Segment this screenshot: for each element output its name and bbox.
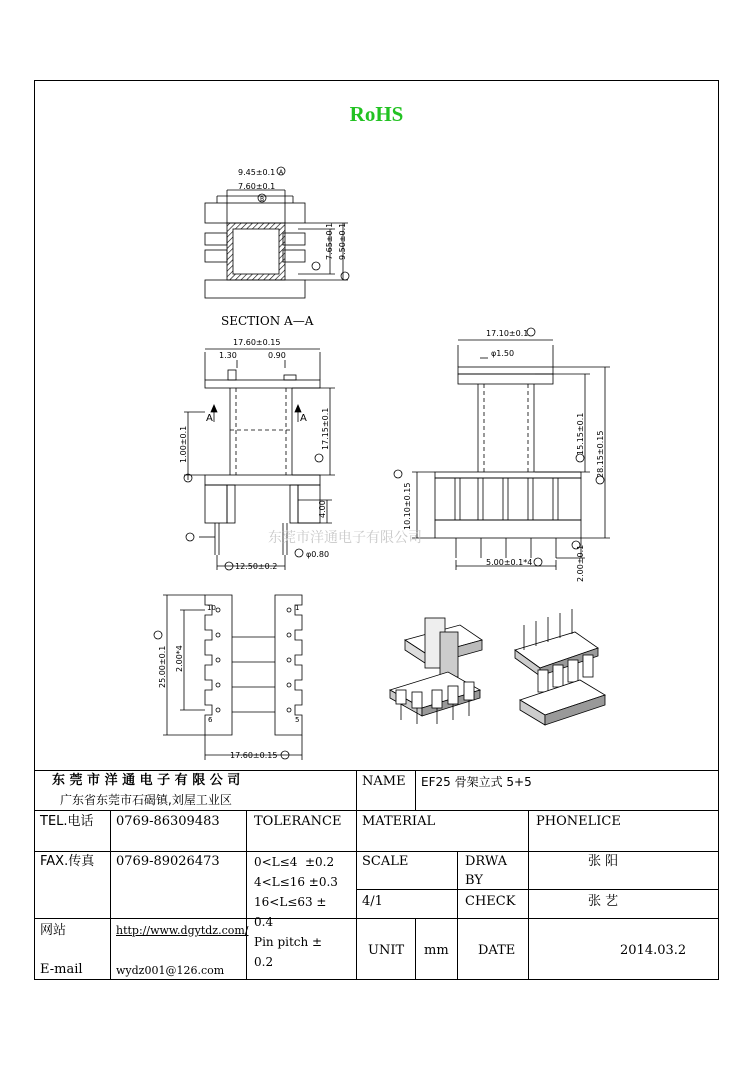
- pin-5: 5: [295, 716, 300, 724]
- unit-value: mm: [424, 943, 449, 958]
- scale-label: SCALE: [362, 854, 409, 869]
- drawn-by-value: 张 阳: [588, 854, 619, 869]
- dim-130: 1.30: [219, 351, 237, 360]
- dim-2815: 28.15±0.15: [596, 430, 605, 478]
- isometric-view-upright: [390, 618, 482, 724]
- pin-10: 10: [207, 604, 216, 612]
- email-value: wydz001@126.com: [116, 964, 225, 977]
- tolerance-line-4: 0.4: [254, 915, 274, 929]
- section-mark-right: A: [300, 413, 307, 424]
- dim-1710: 17.10±0.1: [486, 329, 529, 338]
- company-name: 东 莞 市 洋 通 电 子 有 限 公 司: [52, 773, 241, 788]
- unit-label: UNIT: [368, 943, 405, 958]
- fax-value: 0769-89026473: [116, 854, 220, 869]
- section-caption: SECTION A—A: [221, 314, 314, 328]
- tel-label: TEL.电话: [40, 814, 94, 829]
- email-label: E-mail: [40, 962, 83, 977]
- tolerance-line-3: 16<L≤63 ±: [254, 895, 327, 909]
- fax-label: FAX.传真: [40, 854, 95, 869]
- section-mark-left: A: [206, 413, 213, 424]
- bottom-view: [163, 595, 302, 760]
- pin-6: 6: [208, 716, 213, 724]
- dim-400: 4.00: [318, 500, 327, 518]
- dim-200x4: 2.00*4: [175, 645, 184, 672]
- tolerance-line-2: 4<L≤16 ±0.3: [254, 875, 338, 889]
- dim-1250: 12.50±0.2: [235, 562, 278, 571]
- scale-value: 4/1: [362, 894, 383, 909]
- pin-1: 1: [295, 604, 300, 612]
- company-address: 广东省东莞市石碣镇,刘屋工业区: [60, 793, 232, 807]
- website-label: 网站: [40, 923, 67, 938]
- mark-b: B: [260, 196, 265, 203]
- name-label: NAME: [362, 774, 406, 789]
- tolerance-line-6: 0.2: [254, 955, 274, 969]
- check-value: 张 艺: [588, 894, 619, 909]
- dim-2500: 25.00±0.1: [158, 645, 167, 688]
- phonelice-label: PHONELICE: [536, 814, 621, 829]
- dim-500: 5.00±0.1*4: [486, 558, 533, 567]
- name-value: EF25 骨架立式 5+5: [421, 775, 532, 789]
- dim-090: 0.90: [268, 351, 286, 360]
- dim-1515: 15.15±0.1: [576, 412, 585, 455]
- dim-765: 7.65±0.1: [325, 222, 334, 260]
- dim-760: 7.60±0.1: [238, 182, 276, 191]
- date-label: DATE: [478, 943, 516, 958]
- drwa-label-by: BY: [465, 873, 483, 888]
- date-value: 2014.03.2: [620, 943, 687, 958]
- drwa-label: DRWA: [465, 854, 508, 869]
- tolerance-line-1: 0<L≤4 ±0.2: [254, 855, 335, 869]
- tel-value: 0769-86309483: [116, 814, 220, 829]
- tolerance-label: TOLERANCE: [254, 814, 342, 829]
- rohs-label: RoHS: [349, 102, 404, 126]
- material-label: MATERIAL: [362, 814, 436, 829]
- dim-950: 9.50±0.1: [338, 222, 347, 260]
- mark-a: A: [279, 169, 284, 176]
- tolerance-line-5: Pin pitch ±: [254, 935, 323, 949]
- dim-945: 9.45±0.1: [238, 168, 276, 177]
- website-link[interactable]: http://www.dgytdz.com/: [116, 924, 249, 937]
- dim-100: 1.00±0.1: [179, 425, 188, 463]
- watermark: 东莞市洋通电子有限公司: [268, 530, 422, 546]
- dim-1010: 10.10±0.15: [403, 482, 412, 530]
- dim-150: φ1.50: [491, 349, 515, 358]
- check-label: CHECK: [465, 894, 516, 909]
- dim-1760-top: 17.60±0.15: [233, 338, 281, 347]
- isometric-view-pins-up: [515, 609, 605, 725]
- dim-1715: 17.15±0.1: [321, 407, 330, 450]
- dim-080: φ0.80: [306, 550, 330, 559]
- dim-200: 2.00±0.1: [576, 544, 585, 582]
- dim-1760-bottom: 17.60±0.15: [230, 751, 278, 760]
